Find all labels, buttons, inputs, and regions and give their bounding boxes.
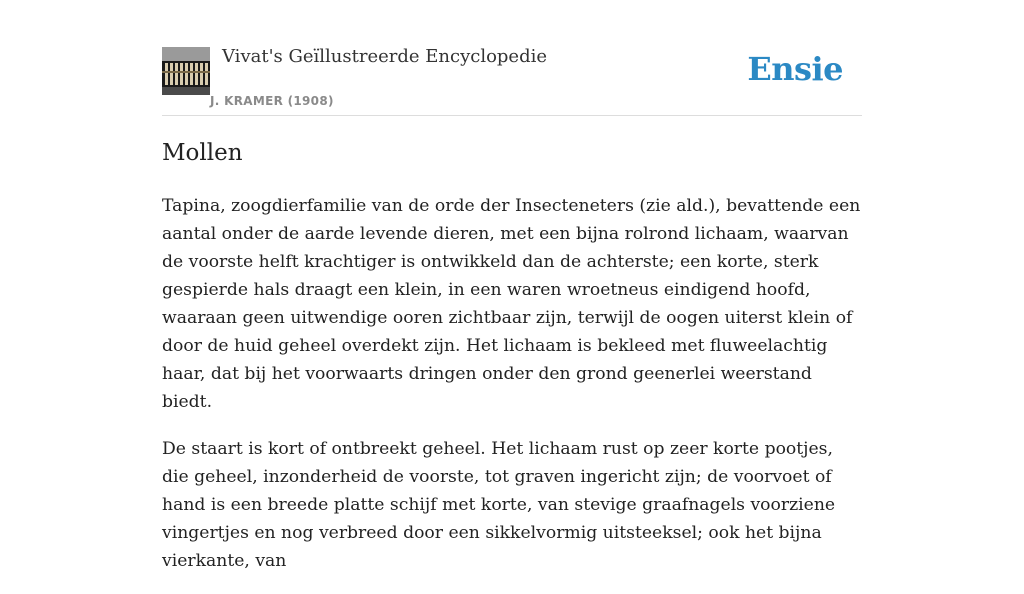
article-body bbox=[162, 192, 862, 594]
article-title: Mollen bbox=[162, 140, 243, 166]
book-spines-icon bbox=[162, 47, 210, 95]
source-avatar[interactable] bbox=[162, 47, 210, 95]
ensie-logo[interactable]: Ensie bbox=[747, 50, 843, 88]
source-author: J. KRAMER (1908) bbox=[210, 94, 334, 108]
page-container bbox=[162, 0, 862, 571]
source-title[interactable]: Vivat's Geïllustreerde Encyclopedie bbox=[222, 46, 548, 67]
article-paragraph: Tapina, zoogdierfamilie van de orde der Insecteneters (zie ald.), bevattende een aantal onder de aarde levende dieren, met een bijna rolrond lichaam, waarvan de voorste helft krachtiger is ontwikkeld dan de achterste; een korte, sterk gespierde hals draagt een klein, in een waren wroetneus eindigend hoofd, waaraan geen uitwendige ooren zichtbaar zijn, terwijl de oogen uiterst klein of door de huid geheel overdekt zijn. Het lichaam is bekleed met fluweelachtig haar, dat bij het voorwaarts dringen onder den grond geenerlei weerstand biedt. bbox=[162, 196, 861, 412]
source-header bbox=[162, 0, 862, 116]
article-paragraph: De staart is kort of ontbreekt geheel. Het lichaam rust op zeer korte pootjes, die geheel, inzonderheid de voorste, tot graven ingericht zijn; de voorvoet of hand is een breede platte schijf met korte, van stevige graafnagels voorziene vingertjes en nog verbreed door een sikkelvormig uitsteeksel; ook het bijna vierkante, van bbox=[162, 439, 836, 571]
